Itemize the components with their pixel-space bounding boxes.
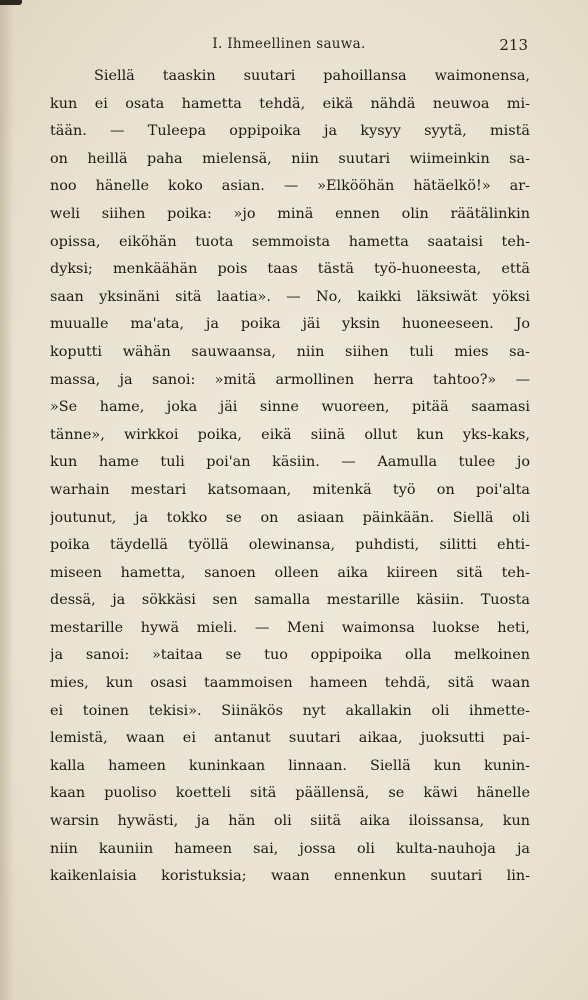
text-line: dessä, ja sökkäsi sen samalla mestarille käsiin. Tuosta [50,592,530,609]
text-line: kun hame tuli poi'an käsiin. — Aamulla tulee jo [50,454,530,471]
text-line: joutunut, ja tokko se on asiaan päinkään. Siellä oli [50,509,530,526]
binding-shadow [0,0,14,1000]
text-line: mestarille hywä mieli. — Meni waimonsa luokse heti, [50,619,530,636]
text-line: »Se hame, joka jäi sinne wuoreen, pitää saamasi [50,399,530,416]
text-line: poika täydellä työllä olewinansa, puhdisti, silitti ehti- [50,537,530,554]
text-line: dyksi; menkäähän pois taas tästä työ-huoneesta, että [50,261,530,278]
text-line: ei toinen tekisi». Siinäkös nyt akallakin oli ihmette- [50,702,530,719]
text-line: Siellä taaskin suutari pahoillansa waimonensa, [94,68,530,84]
page-header [50,36,528,60]
text-line: noo hänelle koko asian. — »Elkööhän hätäelkö!» ar- [50,178,530,195]
text-line: lemistä, waan ei antanut suutari aikaa, juoksutti pai- [50,730,530,747]
text-line: warhain mestari katsomaan, mitenkä työ on poi'alta [50,481,530,498]
text-line: kalla hameen kuninkaan linnaan. Siellä kun kunin- [50,757,530,774]
running-title: I. Ihmeellinen sauwa. [212,36,366,52]
text-line: miseen hametta, sanoen olleen aika kiireen sitä teh- [50,564,530,581]
text-line: tään. — Tuleepa oppipoika ja kysyy syytä, mistä [50,123,530,140]
page-number: 213 [499,36,528,54]
text-line: kaan puoliso koetteli sitä päällensä, se käwi hänelle [50,785,530,802]
text-line: kun ei osata hametta tehdä, eikä nähdä neuwoa mi- [50,95,530,112]
body-text [50,63,530,891]
text-line: weli siihen poika: »jo minä ennen olin räätälinkin [50,205,530,222]
text-line: niin kauniin hameen sai, jossa oli kulta-nauhoja ja [50,840,530,857]
text-line: saan yksinäni sitä laatia». — No, kaikki läksiwät yöksi [50,288,530,305]
text-line: muualle ma'ata, ja poika jäi yksin huoneeseen. Jo [50,316,530,333]
text-line: opissa, eiköhän tuota semmoista hametta saataisi teh- [50,233,530,250]
text-line: ja sanoi: »taitaa se tuo oppipoika olla melkoinen [50,647,530,664]
text-line: koputti wähän sauwaansa, niin siihen tuli mies sa- [50,343,530,360]
text-line: warsin hywästi, ja hän oli siitä aika iloissansa, kun [50,813,530,830]
text-line: tänne», wirkkoi poika, eikä siinä ollut kun yks-kaks, [50,426,530,443]
text-line: massa, ja sanoi: »mitä armollinen herra tahtoo?» — [50,371,530,388]
text-line: mies, kun osasi taammoisen hameen tehdä, sitä waan [50,675,530,692]
page-corner-mark [0,0,22,5]
text-line: on heillä paha mielensä, niin suutari wiimeinkin sa- [50,150,530,167]
text-line: kaikenlaisia koristuksia; waan ennenkun suutari lin- [50,868,530,885]
